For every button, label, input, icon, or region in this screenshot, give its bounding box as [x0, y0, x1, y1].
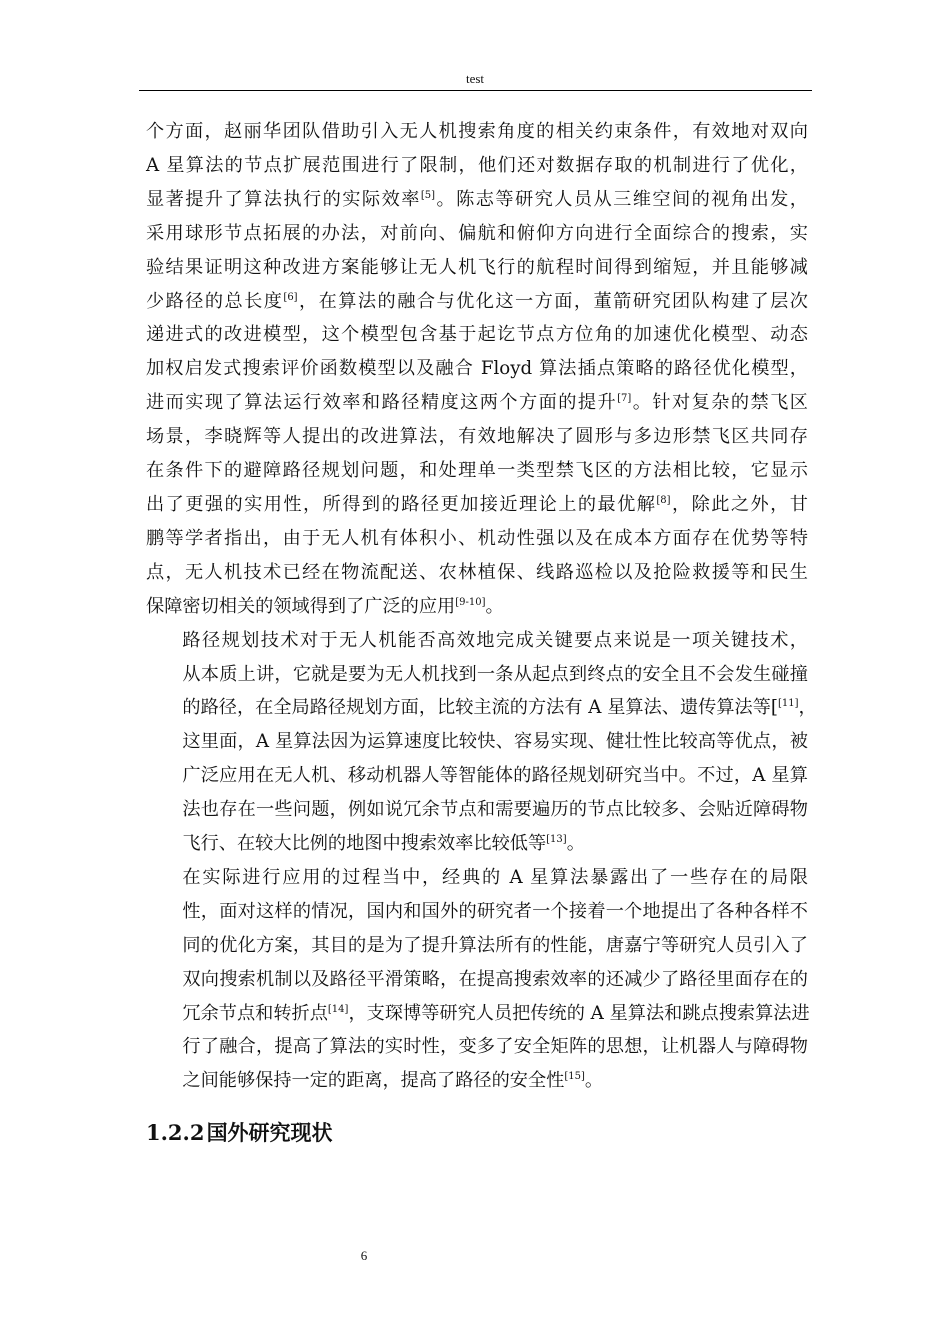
line-text: 从本质上讲，它就是要为无人机找到一条从起点到终点的安全且不会发生碰撞 — [182, 663, 808, 685]
citation-marker: [5] — [420, 189, 435, 201]
line-text: 之间能够保持一定的距离，提高了路径的安全性 — [182, 1070, 565, 1092]
text-line — [146, 963, 808, 997]
line-text-after-citation: 。 — [485, 595, 504, 617]
text-line — [146, 386, 808, 420]
line-text-after-citation: ，除此之外，甘 — [670, 493, 808, 515]
line-text-after-citation: 。陈志等研究人员从三维空间的视角出发， — [435, 188, 808, 210]
text-line — [146, 454, 808, 488]
citation-marker: [7] — [617, 393, 632, 405]
text-line — [146, 658, 808, 692]
text-line — [146, 997, 808, 1031]
line-text: A 星算法的节点扩展范围进行了限制，他们还对数据存取的机制进行了优化， — [146, 154, 808, 176]
text-line — [146, 522, 808, 556]
line-text: 个方面，赵丽华团队借助引入无人机搜索角度的相关约束条件，有效地对双向 — [146, 121, 808, 142]
text-line — [146, 183, 808, 217]
text-line — [146, 352, 808, 386]
text-line — [146, 1064, 808, 1098]
line-text: 验结果证明这种改进方案能够让无人机飞行的航程时间得到缩短，并且能够减 — [146, 256, 808, 278]
text-line — [146, 861, 808, 895]
citation-marker: [6] — [283, 291, 298, 303]
line-text: 采用球形节点拓展的办法，对前向、偏航和俯仰方向进行全面综合的搜索，实 — [146, 222, 808, 244]
page-header-title: test — [465, 71, 485, 86]
citation-marker: [13] — [546, 834, 567, 846]
line-text: 路径规划技术对于无人机能否高效地完成关键要点来说是一项关键技术， — [182, 629, 808, 651]
text-line — [146, 556, 808, 590]
text-line — [146, 590, 808, 624]
section-number: 1.2.2 — [146, 1120, 205, 1145]
line-text: 这里面，A 星算法因为运算速度比较快、容易实现、健壮性比较高等优点，被 — [182, 731, 808, 753]
line-text-after-citation: 。针对复杂的禁飞区 — [631, 392, 808, 414]
text-line — [146, 318, 808, 352]
paragraph — [146, 115, 808, 624]
text-line — [146, 251, 808, 285]
citation-marker: [8] — [656, 494, 671, 506]
paragraph — [146, 861, 808, 1098]
text-line — [146, 488, 808, 522]
line-text: 法也存在一些问题，例如说冗余节点和需要遍历的节点比较多、会贴近障碍物 — [182, 799, 808, 821]
line-text: 场景，李晓辉等人提出的改进算法，有效地解决了圆形与多边形禁飞区共同存 — [146, 426, 808, 448]
line-text: 同的优化方案，其目的是为了提升算法所有的性能，唐嘉宁等研究人员引入了 — [182, 934, 808, 956]
page-number: 6 — [360, 1248, 368, 1263]
text-line — [146, 217, 808, 251]
text-line — [146, 285, 808, 319]
section-title: 国外研究现状 — [206, 1120, 333, 1145]
line-text: 进而实现了算法运行效率和路径精度这两个方面的提升 — [146, 392, 618, 414]
section-heading — [146, 1117, 333, 1147]
line-text: 行了融合，提高了算法的实时性，变多了安全矩阵的思想，让机器人与障碍物 — [182, 1036, 808, 1058]
paragraph — [146, 624, 817, 861]
text-line — [146, 895, 808, 929]
text-line — [146, 1030, 808, 1064]
text-line — [146, 929, 808, 963]
line-text-after-citation: 。 — [566, 833, 585, 855]
text-line — [146, 827, 808, 861]
text-line — [146, 115, 808, 149]
text-line — [146, 149, 808, 183]
citation-marker: [9-10] — [455, 596, 486, 608]
line-text-after-citation: 。 — [584, 1070, 604, 1092]
line-text: 显著提升了算法执行的实际效率 — [146, 188, 421, 210]
text-line — [146, 420, 808, 454]
line-text-after-citation: ， — [798, 697, 817, 719]
line-text: 在条件下的避障路径规划问题，和处理单一类型禁飞区的方法相比较，它显示 — [146, 460, 808, 482]
line-text: 广泛应用在无人机、移动机器人等智能体的路径规划研究当中。不过，A 星算 — [182, 765, 808, 787]
text-line — [146, 624, 808, 658]
line-text: 加权启发式搜索评价函数模型以及融合 Floyd 算法插点策略的路径优化模型， — [146, 358, 808, 380]
line-text: 点，无人机技术已经在物流配送、农林植保、线路巡检以及抢险救援等和民生 — [146, 561, 808, 583]
line-text-after-citation: ，支琛博等研究人员把传统的 A 星算法和跳点搜索算法进 — [348, 1002, 810, 1024]
line-text: 冗余节点和转折点 — [182, 1002, 328, 1024]
text-line — [146, 725, 808, 759]
line-text: 少路径的总长度 — [146, 290, 284, 312]
text-line — [146, 691, 817, 725]
text-line — [146, 759, 808, 793]
line-text: 递进式的改进模型，这个模型包含基于起讫节点方位角的加速优化模型、动态 — [146, 324, 808, 346]
body-text — [146, 115, 817, 1098]
line-text: 出了更强的实用性，所得到的路径更加接近理论上的最优解 — [146, 493, 657, 515]
citation-marker: [15] — [564, 1071, 585, 1083]
line-text: 性，面对这样的情况，国内和国外的研究者一个接着一个地提出了各种各样不 — [182, 900, 808, 922]
text-line — [146, 793, 808, 827]
citation-marker: [11] — [778, 698, 799, 710]
line-text: 在实际进行应用的过程当中，经典的 A 星算法暴露出了一些存在的局限 — [182, 866, 808, 888]
line-text: 鹏等学者指出，由于无人机有体积小、机动性强以及在成本方面存在优势等特 — [146, 527, 808, 549]
header-divider — [139, 90, 812, 91]
line-text: 保障密切相关的领域得到了广泛的应用 — [146, 595, 456, 617]
line-text-after-citation: ，在算法的融合与优化这一方面，董箭研究团队构建了层次 — [297, 290, 808, 312]
line-text: 飞行、在较大比例的地图中搜索效率比较低等 — [182, 833, 547, 855]
line-text: 的路径，在全局路径规划方面，比较主流的方法有 A 星算法、遗传算法等[ — [182, 697, 778, 719]
citation-marker: [14] — [327, 1003, 349, 1015]
line-text: 双向搜索机制以及路径平滑策略，在提高搜索效率的还减少了路径里面存在的 — [182, 968, 808, 990]
